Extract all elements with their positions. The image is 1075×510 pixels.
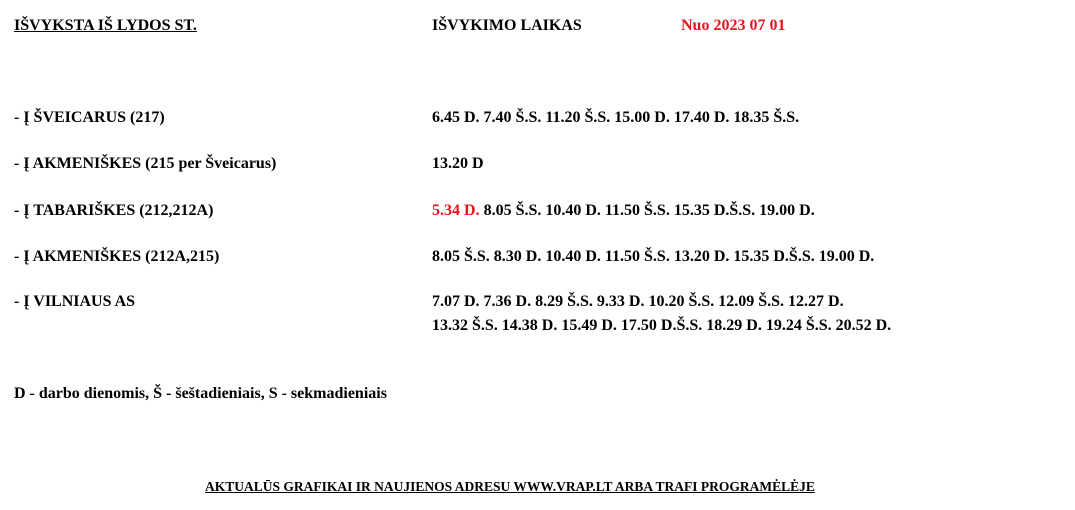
route-name-akmeniskes-215: - Į AKMENIŠKES (215 per Šveicarus) bbox=[14, 155, 277, 172]
footer-notice: AKTUALŪS GRAFIKAI IR NAUJIENOS ADRESU WWW.VRAP.LT ARBA TRAFI PROGRAMĖLĖJE bbox=[205, 479, 815, 494]
route-times-rest: 8.05 Š.S. 10.40 D. 11.50 Š.S. 15.35 D.Š.S. 19.00 D. bbox=[479, 202, 815, 219]
route-name-tabariskes: - Į TABARIŠKES (212,212A) bbox=[14, 202, 214, 219]
day-legend: D - darbo dienomis, Š - šeštadieniais, S - sekmadieniais bbox=[14, 385, 387, 402]
departure-station-title: IŠVYKSTA IŠ LYDOS ST. bbox=[14, 17, 197, 34]
route-name-vilniaus-as: - Į VILNIAUS AS bbox=[14, 293, 136, 310]
departure-time-title: IŠVYKIMO LAIKAS bbox=[432, 17, 582, 34]
route-times-vilniaus-line1: 7.07 D. 7.36 D. 8.29 Š.S. 9.33 D. 10.20 Š.S. 12.09 Š.S. 12.27 D. bbox=[432, 293, 844, 310]
route-times-akmeniskes-215: 13.20 D bbox=[432, 155, 484, 172]
highlighted-time: 5.34 D. bbox=[432, 202, 480, 219]
route-times-sveicarus: 6.45 D. 7.40 Š.S. 11.20 Š.S. 15.00 D. 17.40 D. 18.35 Š.S. bbox=[432, 109, 800, 126]
route-name-sveicarus: - Į ŠVEICARUS (217) bbox=[14, 109, 165, 126]
route-name-akmeniskes-212a: - Į AKMENIŠKES (212A,215) bbox=[14, 248, 220, 265]
route-times-vilniaus-line2: 13.32 Š.S. 14.38 D. 15.49 D. 17.50 D.Š.S. 18.29 D. 19.24 Š.S. 20.52 D. bbox=[432, 317, 892, 334]
route-times-tabariskes bbox=[432, 201, 815, 220]
route-times-akmeniskes-212a: 8.05 Š.S. 8.30 D. 10.40 D. 11.50 Š.S. 13.20 D. 15.35 D.Š.S. 19.00 D. bbox=[432, 248, 875, 265]
valid-from-date: Nuo 2023 07 01 bbox=[681, 17, 786, 34]
